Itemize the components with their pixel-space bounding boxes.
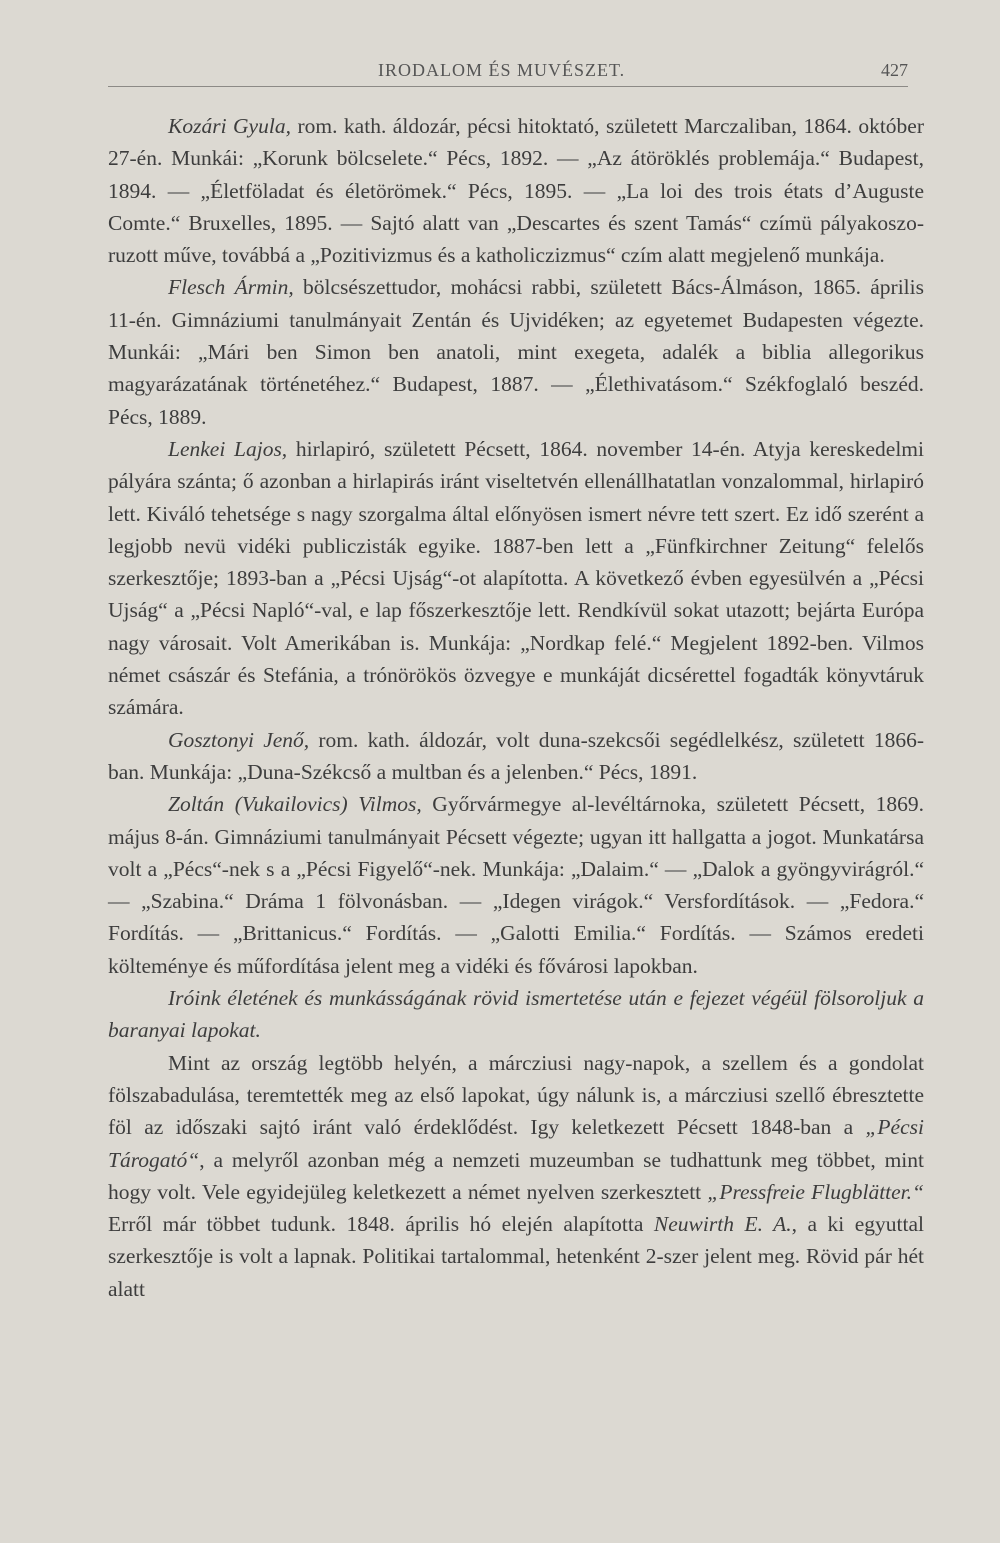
entry-kozari bbox=[108, 110, 924, 271]
founder-name: Neuwirth E. A. bbox=[653, 1212, 792, 1237]
entry-text: Győrvármegye al-levéltárnoka, született Pécsett, 1869. május 8-án. Gimnáziumi tanulmányait Pécsett végezte; ugyan itt hallgatta a jogot. Munkatársa volt a „Pécs“-nek s a „Pécsi Figyelő“-nek. Munkája: „Dalaim.“ — „Dalok a gyöngyvirágról.“ — „Szabina.“ Dráma 1 fölvonásban. — „Idegen virágok.“ Versfordítások. — „Fedora.“ Fordítás. — „Brittanicus.“ Fordítás. — „Galotti Emilia.“ Fordítás. — Számos eredeti költeménye és műfordítása jelent meg a vidéki és fővárosi lapokban. bbox=[108, 792, 924, 978]
entry-name: Flesch Ármin, bbox=[168, 275, 294, 300]
paragraph-text: Erről már többet tudunk. 1848. április hó elején alapította bbox=[108, 1212, 654, 1237]
entry-text: hirlapiró, született Pécsett, 1864. november 14-én. Atyja kereskedelmi pályára szánta; ő azonban a hirlapirás iránt viseltetvén ellenállhatatlan vonzalommal, hirlapiró lett. Kiváló tehetsége s nagy szorgalma által előnyösen ismert névre tett szert. Ez idő szerént a legjobb nevü vidéki publiczisták egyike. 1887-ben lett a „Fünfkirchner Zeitung“ felelős szerkesztője; 1893-ban a „Pécsi Ujság“-ot alapította. A következő évben egyesülvén a „Pécsi Ujság“ a „Pécsi Napló“-val, e lap főszerkesztője lett. Rendkívül sokat utazott; bejárta Európa nagy városait. Volt Amerikában is. Munkája: „Nordkap felé.“ Megjelent 1892-ben. Vilmos német császár és Stefánia, a trónörökös özvegye e munkáját dicsérettel fogadták könyvtáruk számára. bbox=[108, 436, 924, 720]
entry-zoltan bbox=[108, 788, 924, 982]
entry-flesch bbox=[108, 271, 924, 432]
entry-gosztonyi bbox=[108, 724, 924, 789]
newspaper-title: „Pécsi Tárogató“ bbox=[108, 1115, 924, 1172]
header-rule bbox=[108, 86, 908, 87]
entry-text: rom. kath. áldozár, pécsi hitoktató, született Marczaliban, 1864. október 27-én. Munkái: „Korunk bölcselete.“ Pécs, 1892. — „Az átöröklés problemája.“ Budapest, 1894. — „Életföladat és életörömek.“ Pécs, 1895. — „La loi des trois états d’Auguste Comte.“ Bruxelles, 1895. — Sajtó alatt van „Descartes és szent Tamás“ czímü pályakoszoruzott műve, továbbá a „Pozitivizmus és a katholiczizmus“ czím alatt megjelenő munkája. bbox=[108, 114, 924, 268]
paragraph-text: Mint az ország legtöbb helyén, a márcziusi nagy-napok, a szellem és a gondolat fölszabadulása, teremtették meg az első lapokat, úgy nálunk is, a márcziusi szellő ébresztette föl az időszaki sajtó iránt való érdeklődést. Igy keletkezett Pécsett 1848-ban a bbox=[108, 1050, 924, 1140]
entry-name: Gosztonyi Jenő, bbox=[168, 727, 310, 752]
newspaper-title: „Pressfreie Flugblätter.“ bbox=[707, 1179, 924, 1204]
entry-text: bölcsészettudor, mohácsi rabbi, született Bács-Álmáson, 1865. április 11-én. Gimnáziumi tanulmányait Zentán és Ujvidéken; az egyetemet Budapesten végezte. Munkái: „Mári ben Simon ben anatoli, mint exegeta, adalék a biblia allegorikus magyarázatának történetéhez.“ Budapest, 1887. — „Élethivatásom.“ Székfoglaló beszéd. Pécs, 1889. bbox=[108, 275, 924, 429]
entry-name: Lenkei Lajos, bbox=[168, 436, 288, 461]
page-number: 427 bbox=[881, 60, 908, 80]
entry-text: rom. kath. áldozár, volt duna-szekcsői segédlelkész, született 1866-ban. Munkája: „Duna-Székcső a multban és a jelenben.“ Pécs, 1891. bbox=[108, 727, 924, 784]
paragraph-text: , a melyről azonban még a nemzeti muzeumban se tudhattunk meg többet, mint hogy volt. Vele egyidejüleg keletkezett a német nyelven szerkesztett bbox=[108, 1147, 924, 1204]
entry-lenkei bbox=[108, 433, 924, 724]
header-title: IRODALOM ÉS MUVÉSZET. bbox=[378, 60, 626, 80]
section-intro: Iróink életének és munkásságának rövid ismertetése után e fejezet végéül fölsoroljuk a baranyai lapokat. bbox=[108, 986, 924, 1043]
body-text bbox=[108, 110, 924, 1305]
entry-name: Zoltán (Vukailovics) Vilmos, bbox=[168, 792, 422, 817]
paragraph-text: , a ki egyuttal szerkesztője is volt a lapnak. Politikai tartalommal, hetenként 2-szer jelent meg. Rövid pár hét alatt bbox=[108, 1212, 924, 1301]
entry-name: Kozári Gyula, bbox=[168, 114, 291, 138]
newspapers-paragraph bbox=[108, 1047, 924, 1305]
running-header bbox=[108, 56, 908, 86]
